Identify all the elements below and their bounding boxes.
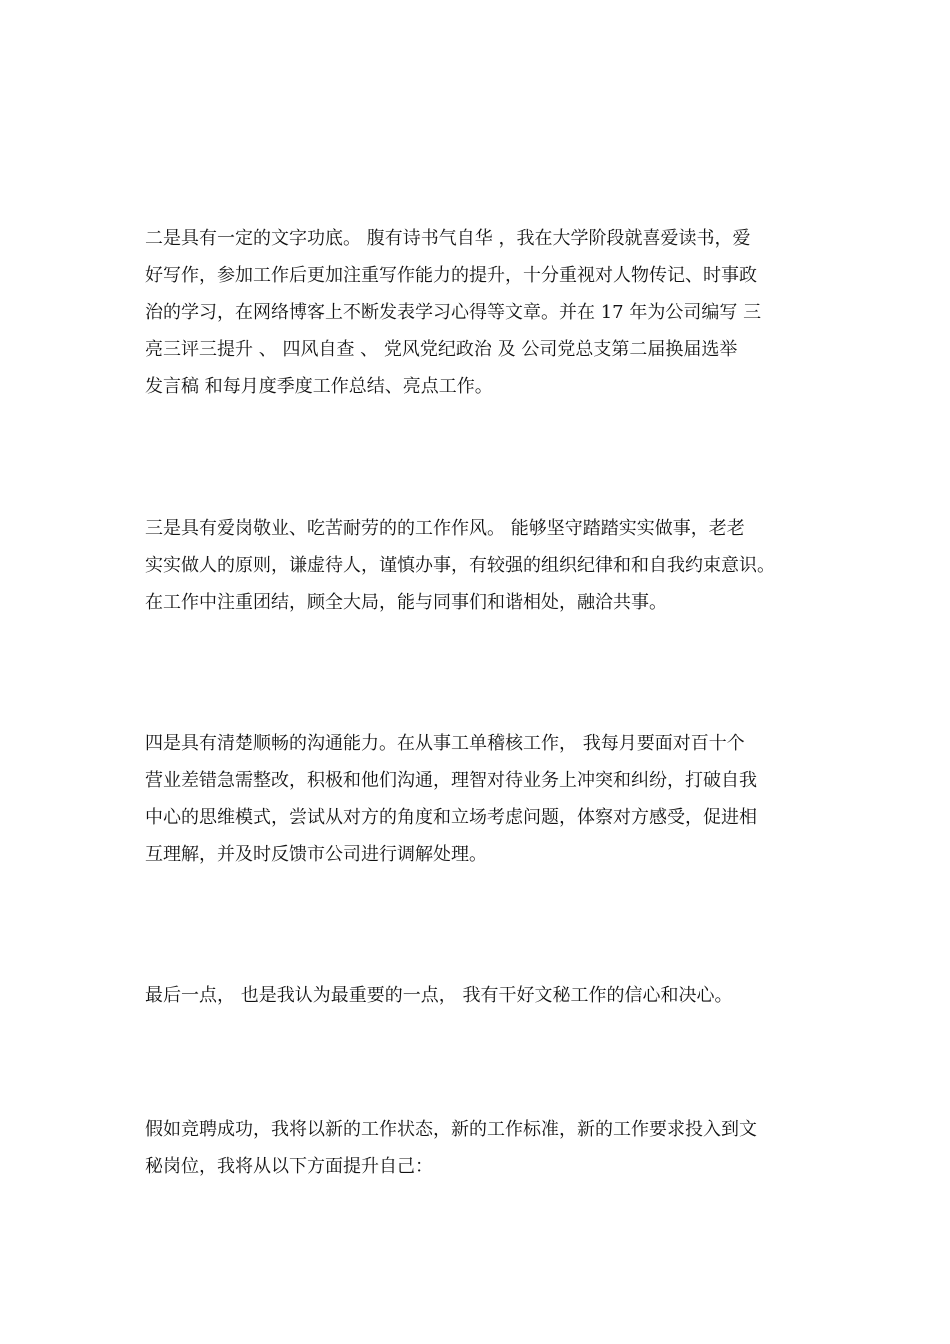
paragraph-writing-skill: [145, 220, 810, 405]
text-line: 三是具有爱岗敬业、吃苦耐劳的的工作作风。 能够坚守踏踏实实做事，老老: [145, 518, 745, 539]
paragraph-confidence: [145, 977, 810, 1014]
text-line: 最后一点， 也是我认为最重要的一点， 我有干好文秘工作的信心和决心。: [145, 985, 733, 1006]
paragraph-work-style: [145, 510, 810, 621]
text-line: 二是具有一定的文字功底。 腹有诗书气自华 ，我在大学阶段就喜爱读书，爱: [145, 228, 751, 249]
text-line: 中心的思维模式，尝试从对方的角度和立场考虑问题，体察对方感受，促进相: [145, 807, 757, 828]
text-line: 发言稿 和每月度季度工作总结、亮点工作。: [145, 376, 493, 397]
text-line: 好写作，参加工作后更加注重写作能力的提升，十分重视对人物传记、时事政: [145, 265, 757, 286]
text-line: 实实做人的原则，谦虚待人，谨慎办事，有较强的组织纪律和和自我约束意识。: [145, 555, 775, 576]
text-line: 四是具有清楚顺畅的沟通能力。在从事工单稽核工作， 我每月要面对百十个: [145, 733, 745, 754]
text-line: 亮三评三提升 、 四风自查 、 党风党纪政治 及 公司党总支第二届换届选举: [145, 339, 738, 360]
text-line: 治的学习，在网络博客上不断发表学习心得等文章。并在 17 年为公司编写 三: [145, 302, 762, 323]
text-line: 营业差错急需整改，积极和他们沟通，理智对待业务上冲突和纠纷，打破自我: [145, 770, 757, 791]
text-line: 假如竞聘成功，我将以新的工作状态，新的工作标准，新的工作要求投入到文: [145, 1119, 757, 1140]
paragraph-communication: [145, 725, 810, 873]
text-line: 在工作中注重团结，顾全大局，能与同事们和谐相处，融洽共事。: [145, 592, 667, 613]
text-line: 秘岗位，我将从以下方面提升自己：: [145, 1156, 433, 1177]
paragraph-if-successful: [145, 1111, 810, 1185]
text-line: 互理解，并及时反馈市公司进行调解处理。: [145, 844, 487, 865]
